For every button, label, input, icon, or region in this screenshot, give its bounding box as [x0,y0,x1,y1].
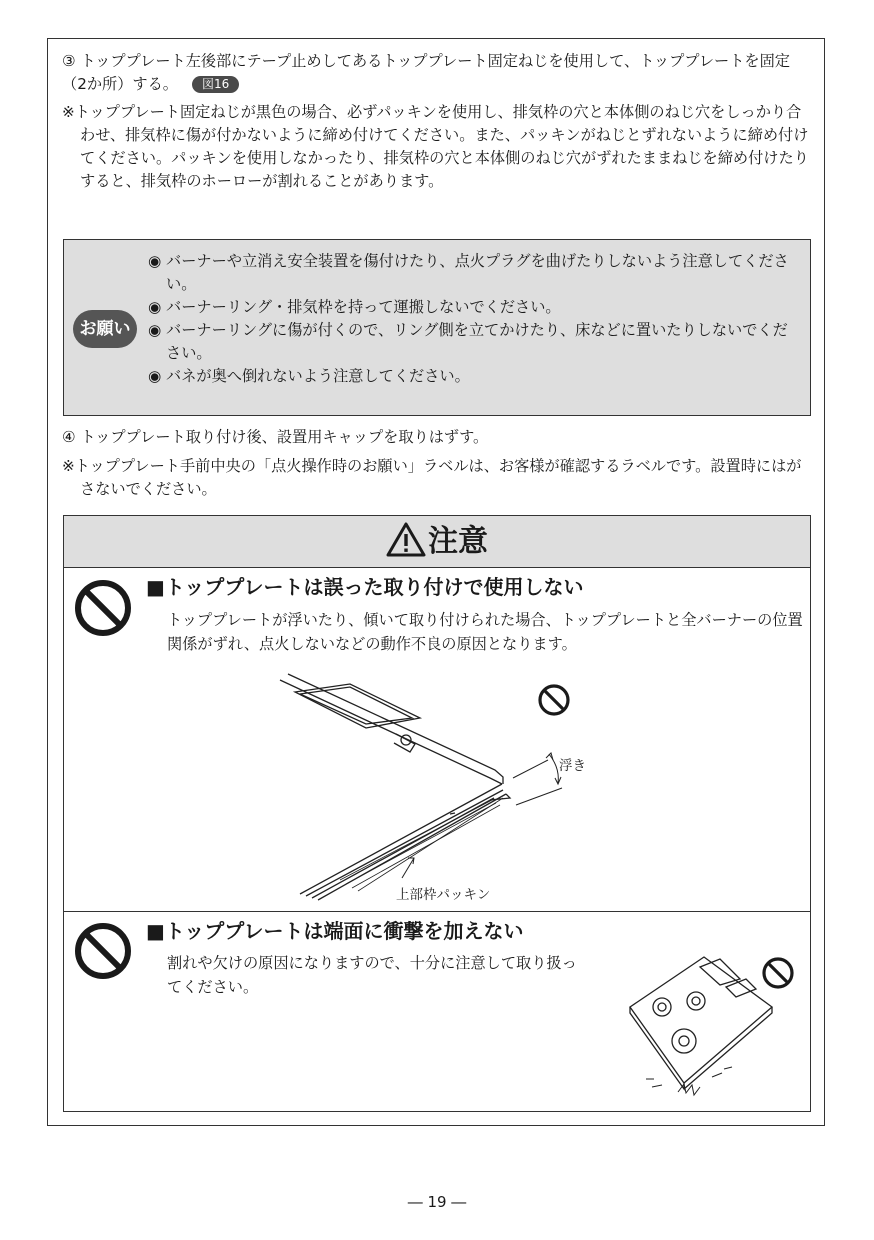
caution-header [64,516,810,568]
request-item: ◉ バーナーリングに傷が付くので、リング側を立てかけたり、床などに置いたりしないでください。 [148,321,788,362]
warning-triangle-icon [386,521,426,557]
note-screw-warning [62,101,814,193]
note-label-warning [62,455,814,501]
prohibition-icon-small [760,955,796,991]
prohibition-icon [73,578,133,638]
caution-item-1-title: ■トッププレートは誤った取り付けで使用しない [146,575,584,599]
bullet-icon: ◉ [148,252,162,270]
top-plate-impact-diagram [622,945,782,1097]
caution-item-1-body: トッププレートが浮いたり、傾いて取り付けられた場合、トッププレートと全バーナーの位置関係がずれ、点火しないなどの動作不良の原因となります。 [167,611,803,653]
step-3 [62,50,814,96]
note-1-text: ※トッププレート固定ねじが黒色の場合、必ずパッキンを使用し、排気枠の穴と本体側のねじ穴をしっかり合わせ、排気枠に傷が付かないように締め付けてください。また、パッキンがねじとずれないように締め付けてください。パッキンを使用しなかったり、排気枠の穴と本体側のねじ穴がずれたままねじを締め付けたりすると、排気枠のホーローが割れることがあります。 [62,103,809,190]
step-3-text: ③ トッププレート左後部にテープ止めしてあるトッププレート固定ねじを使用して、トッププレートを固定（2か所）する。 [62,52,790,93]
step-4: ④ トッププレート取り付け後、設置用キャップを取りはずす。 [62,428,489,446]
caution-title: 注意 [428,524,488,559]
caution-divider [64,911,810,912]
prohibition-icon [73,921,133,981]
caution-item-2-title: ■トッププレートは端面に衝撃を加えない [146,919,524,943]
caution-item-2-body: 割れや欠けの原因になりますので、十分に注意して取り扱ってください。 [167,954,577,996]
bullet-icon: ◉ [148,298,162,316]
bullet-icon: ◉ [148,367,162,385]
note-2-text: ※トッププレート手前中央の「点火操作時のお願い」ラベルは、お客様が確認するラベルです。設置時にはがさないでください。 [62,457,802,498]
page-number: ― 19 ― [407,1193,467,1211]
label-float: 浮き [559,758,586,774]
figure-ref-badge: 図16 [192,76,239,93]
prohibition-icon-small [536,682,572,718]
request-list [148,250,798,388]
request-item: ◉ バーナーリング・排気枠を持って運搬しないでください。 [148,296,798,319]
label-gasket: 上部枠パッキン [396,887,491,903]
request-item: ◉ バーナーや立消え安全装置を傷付けたり、点火プラグを曲げたりしないよう注意してください。 [148,252,789,293]
bullet-icon: ◉ [148,321,162,339]
request-badge: お願い [73,310,137,348]
request-item: ◉ バネが奥へ倒れないよう注意してください。 [148,365,798,388]
